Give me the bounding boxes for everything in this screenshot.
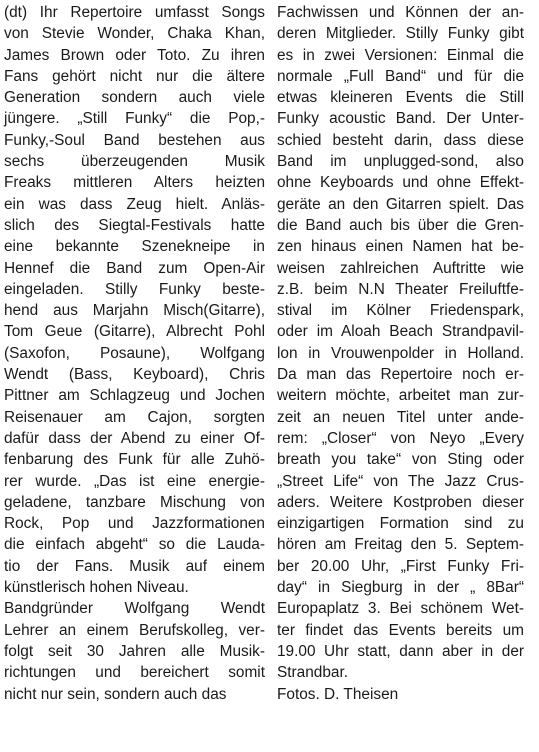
text-line: eine bekannte Szenekneipe in: [4, 238, 265, 256]
text-line: Reisenauer am Cajon, sorgten: [4, 408, 265, 426]
text-line: ter findet das Events bereits um: [277, 621, 524, 639]
text-line: Hennef die Band zum Open-Air: [4, 259, 265, 277]
text-line: Generation sondern auch viele: [4, 89, 265, 107]
text-line: James Brown oder Toto. Zu ihren: [4, 46, 265, 64]
text-line: ohne Keyboards und ohne Effekt-: [277, 174, 524, 192]
article-column-right: [277, 2, 524, 705]
text-line: Fans gehört nicht nur die ältere: [4, 67, 265, 85]
text-line: Tom Geue (Gitarre), Albrecht Pohl: [4, 323, 265, 341]
text-line: dafür dass der Abend zu einer Of-: [4, 429, 265, 447]
text-line: Pittner am Schlagzeug und Jochen: [4, 387, 265, 405]
text-line: folgt seit 30 Jahren alle Musik-: [4, 642, 265, 660]
text-line: tio der Fans. Musik auf einem: [4, 557, 265, 575]
text-line: etwas kleineren Events die Still: [277, 89, 524, 107]
text-line: Freaks mittleren Alters heizten: [4, 174, 265, 192]
text-line: deren Mitglieder. Stilly Funky gibt: [277, 25, 524, 43]
text-line: Bandgründer Wolfgang Wendt: [4, 600, 265, 618]
text-line: hören am Freitag den 5. Septem-: [277, 536, 524, 554]
text-line: (dt) Ihr Repertoire umfasst Songs: [4, 4, 265, 21]
text-line: Funky,-Soul Band bestehen aus: [4, 131, 265, 149]
text-line: Band im unplugged-sond, also: [277, 153, 524, 171]
text-line: day“ in Siegburg in der „ 8Bar“: [277, 579, 524, 597]
text-line: 19.00 Uhr statt, dann aber in der: [277, 642, 524, 660]
text-line: weisen zahlreichen Auftritte wie: [277, 259, 524, 277]
text-line: einzigartigen Formation sind zu: [277, 515, 524, 533]
text-line: z.B. beim N.N Theater Freiluftfe-: [277, 280, 524, 298]
text-line: ber 20.00 Uhr, „First Funky Fri-: [277, 557, 524, 575]
text-line: breath you take“ von Sting oder: [277, 451, 524, 469]
text-line: Rock, Pop und Jazzformationen: [4, 515, 265, 533]
text-line: „Street Life“ von The Jazz Crus-: [277, 472, 524, 490]
text-line: schied besteht darin, dass diese: [277, 131, 524, 149]
text-line: geladene, tanzbare Mischung von: [4, 493, 265, 511]
text-line: Wendt (Bass, Keyboard), Chris: [4, 366, 265, 384]
text-line: Fachwissen und Können der an-: [277, 4, 524, 21]
text-line: stival im Kölner Friedenspark,: [277, 302, 524, 320]
text-line: ein was dass Zeug hielt. Anläs-: [4, 195, 265, 213]
text-line: rem: „Closer“ von Neyo „Every: [277, 429, 524, 447]
text-line: aders. Weitere Kostproben dieser: [277, 493, 524, 511]
text-line: von Stevie Wonder, Chaka Khan,: [4, 25, 265, 43]
text-line: Europaplatz 3. Bei schönem Wet-: [277, 600, 524, 618]
text-line: Funky acoustic Band. Der Unter-: [277, 110, 524, 128]
text-line: oder im Aloah Beach Strandpavil-: [277, 323, 524, 341]
text-line: Lehrer an einem Berufskolleg, ver-: [4, 621, 265, 639]
text-line: (Saxofon, Posaune), Wolfgang: [4, 344, 265, 362]
text-line: slich des Siegtal-Festivals hatte: [4, 216, 265, 234]
text-line: zeit an neuen Titel unter ande-: [277, 408, 524, 426]
text-line: zen hinaus einen Namen hat be-: [277, 238, 524, 256]
text-line: weitern möchte, arbeitet man zur-: [277, 387, 524, 405]
text-line: die Band auch bis über die Gren-: [277, 216, 524, 234]
text-line: künstlerisch hohen Niveau.: [4, 579, 189, 597]
article-column-left: [4, 2, 265, 705]
text-line: sechs überzeugenden Musik: [4, 153, 265, 171]
text-line: Fotos. D. Theisen: [277, 685, 399, 703]
text-line: geräte an den Gitarren spielt. Das: [277, 195, 524, 213]
text-line: es in zwei Versionen: Einmal die: [277, 46, 524, 64]
text-line: Da man das Repertoire noch er-: [277, 366, 524, 384]
text-line: nicht nur sein, sondern auch das: [4, 685, 227, 703]
text-line: lon in Vrouwenpolder in Holland.: [277, 344, 524, 362]
text-line: Strandbar.: [277, 664, 349, 682]
text-line: richtungen und bereichert somit: [4, 664, 265, 682]
text-line: fenbarung des Funk für alle Zuhö-: [4, 451, 265, 469]
text-line: hend aus Marjahn Misch(Gitarre),: [4, 302, 265, 320]
text-line: jüngere. „Still Funky“ die Pop,-: [4, 110, 265, 128]
text-line: normale „Full Band“ und für die: [277, 67, 524, 85]
text-line: die einfach abgeht“ so die Lauda-: [4, 536, 265, 554]
text-line: rer wurde. „Das ist eine energie-: [4, 472, 265, 490]
text-line: eingeladen. Stilly Funky beste-: [4, 280, 265, 298]
